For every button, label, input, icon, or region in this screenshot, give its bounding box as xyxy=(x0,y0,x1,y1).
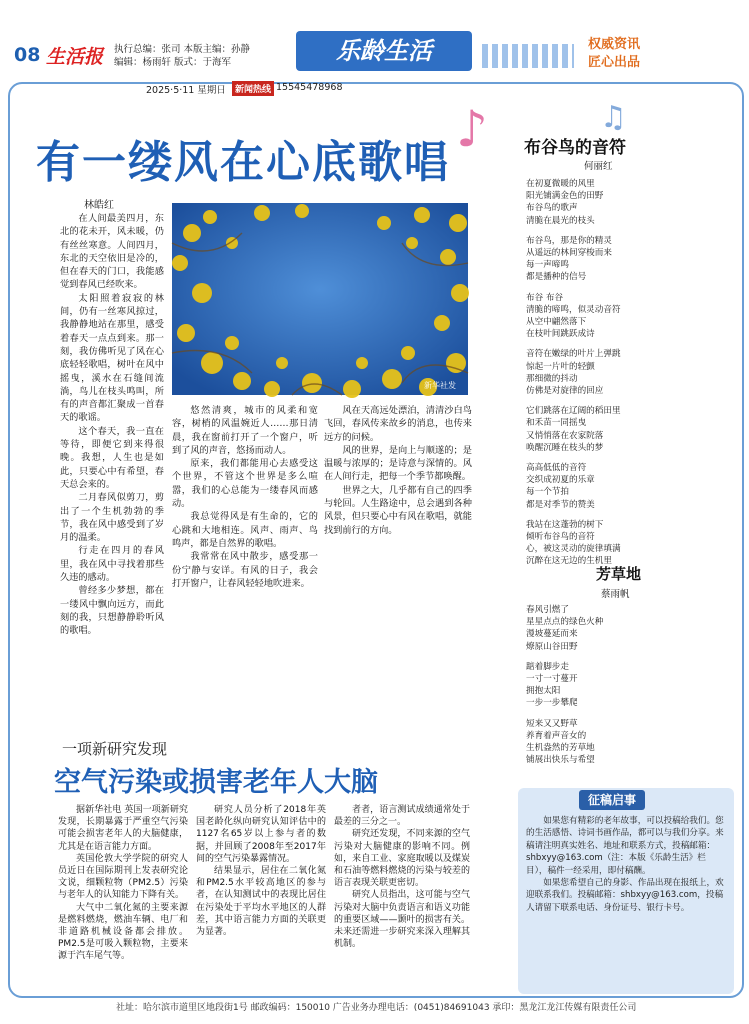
slogan: 权威资讯 匠心出品 xyxy=(588,37,641,70)
news-column-3: 者者，语言测试成绩通常处于最差的三分之一。 研究还发现，不同来源的空气污染对大脑健康的影响不同。例如，来自工业、家庭取暖以及煤炭和石油等燃料燃烧的污染与较差的语言表现关联更密切。 研究人员指出，这可能与空气污染对大脑中负责语言和语义功能的重要区域——颞叶的损害有关。未来还需进一步研究来深入理解其机制。 xyxy=(334,805,470,950)
poem-body: 春风引燃了 星星点点的绿色火种 漫坡蔓延而来 燎原山谷田野 踮着脚步走 一寸一寸蔓开 拥抱太阳 一步一步攀爬 短来又又野草 养育着声音女的 生机盎然的芳草地 铺展出快乐与希望 xyxy=(526,605,604,766)
poem-author: 何丽红 xyxy=(584,161,613,172)
feature-author: 林皓红 xyxy=(84,200,114,211)
page-number: 08 xyxy=(14,44,41,66)
hotline-label: 新闻热线 xyxy=(232,81,274,96)
issue-date: 2025·5·11 星期日 xyxy=(146,85,226,96)
news-subheading: 一项新研究发现 xyxy=(62,740,168,758)
poem-title: 布谷鸟的音符 xyxy=(524,138,626,158)
blossom-sky-image xyxy=(172,203,468,395)
feature-column-1: 在人间最美四月，东北的花未开，风未暖，仍有丝丝寒意。人间四月，东北的天空依旧是冷的，但在春天的门口，我能感觉到春风已经吹来。 太阳照着寂寂的林间，仍有一丝寒风掠过，我静静地站在那里，感受着春天一点点到来。那一刻，我仿佛听见了风在心底轻轻歌唱，树叶在风中摇曳，溪水在石缝间流淌，鸟儿在枝头鸣叫，所有的声音都汇聚成一首春天的歌谣。 这个春天，我一直在等待，即便它到来得很晚。我想，人生也是如此，只要心中有希望，春天总会来的。 二月春风似剪刀，剪出了一个生机勃勃的季节，我在风中感受到了岁月的温柔。 行走在四月的春风里，我在风中寻找着那些久违的感动。 曾经多少梦想，都在一缕风中飘向远方，而此刻的我，只想静静聆听风的歌唱。 xyxy=(60,213,164,637)
footer-info: 社址：哈尔滨市道里区地段街1号 邮政编码：150010 广告业务办理电话：(0451)84691043 承印：黑龙江龙江传媒有限责任公司 xyxy=(116,1003,637,1013)
news-column-1: 据新华社电 英国一项新研究发现，长期暴露于严重空气污染可能会损害老年人的大脑健康，尤其是在语言能力方面。 英国伦敦大学学院的研究人员近日在国际期刊上发表研究论文说，细颗粒物（PM2.5）污染与老年人的认知能力下降有关。 大气中二氧化氮的主要来源是燃料燃烧，燃油车辆、电厂和非道路机械设备都会排放。PM2.5是可吸入颗粒物，主要来源于汽车尾气等。 xyxy=(58,805,188,962)
poem-author: 蔡雨帆 xyxy=(601,589,630,600)
feature-column-2: 悠然清爽，城市的风柔和宽容，树梢的风温婉近人……那日清晨，我在窗前打开了一个窗户，听到了风的声音，悠扬而动人。 原来，我们都能用心去感受这个世界，不管这个世界是多么喧嚣，我们的心总能为一缕春风而感动。 我总觉得风是有生命的，它的心跳和大地相连。风声、雨声、鸟鸣声，都是自然界的歌唱。 我常常在风中散步，感受那一份宁静与安详。有风的日子，我会打开窗户，让春风轻轻地吹进来。 xyxy=(172,405,318,589)
poem-title: 芳草地 xyxy=(596,565,642,583)
feature-column-3: 风在天高远处漂泊，清清沙白鸟飞回，春风传来故乡的消息，也传来远方的问候。 风的世界，是向上与顺遂的；是温暖与浓厚的；是诗意与深情的。风在人间行走，把每一个季节都唤醒。 世界之大，几乎都有自己的四季与轮回。人生路途中，总会遇到各种风景，但只要心中有风在歌唱，就能找到前行的方向。 xyxy=(324,405,472,536)
call-for-submissions-title: 征稿启事 xyxy=(579,790,645,810)
section-title: 乐龄生活 xyxy=(296,31,472,71)
call-for-submissions-text: 如果您有精彩的老年故事，可以投稿给我们。您的生活感悟、诗词书画作品，都可以与我们分享。来稿请注明真实姓名、地址和联系方式，投稿邮箱：shbxyy@163.com（注：本版《乐龄生活》栏目），稿件一经采用，即付稿酬。 如果您希望自己的身影、作品出现在报纸上，欢迎联系我们。投稿邮箱：shbxyy@163.com，投稿人请留下联系电话、身份证号、银行卡号。 xyxy=(526,816,724,913)
poem-body: 在初夏微暖的风里 阳光铺满金色的田野 布谷鸟的歌声 清脆在晨光的枝头 布谷鸟，那是你的精灵 从遥远的林间穿梭而来 每一声啼鸣 都是播种的信号 布谷 布谷 清脆的啼鸣，似灵动音符 从空中翩然落下 在枝叶间跳跃成诗 音符在嫩绿的叶片上弹跳 惊起一片叶的轻颤 那细微的抖动 仿佛是对旋律的回应 它们跳落在辽阔的稻田里 和禾苗一同摇曳 又悄悄落在农家院落 唤醒沉睡在枝头的梦 高高低低的音符 交织成初夏的乐章 每一个节拍 都是对季节的赞美 我站在这蓬勃的树下 倾听布谷鸟的音符 心，被这灵动的旋律填满 沉醉在这无边的生机里 xyxy=(526,179,621,567)
decorative-stripes xyxy=(482,44,574,68)
music-note-icon: ♪ xyxy=(456,100,488,158)
news-column-2: 研究人员分析了2018年英国老龄化纵向研究认知评估中的1127名65岁以上参与者的数据，并回顾了2008年至2017年间的空气污染暴露情况。 结果显示，居住在二氧化氮和PM2.5水平较高地区的参与者，在认知测试中的表现比居住在污染处于平均水平地区的人群差，其中语言能力方面的关联更为显著。 xyxy=(196,805,326,938)
hotline-number: 15545478968 xyxy=(276,82,343,93)
photo-credit: 新华社发 xyxy=(424,381,456,390)
feature-headline: 有一缕风在心底歌唱 xyxy=(36,137,450,188)
music-note-icon: ♫ xyxy=(600,100,627,135)
feature-photo xyxy=(172,203,468,395)
paper-name: 生活报 xyxy=(46,46,104,68)
staff-credits: 执行总编：张司 本版主编：孙静 编辑：杨雨轩 版式：于海军 xyxy=(114,44,251,68)
news-headline: 空气污染或损害老年人大脑 xyxy=(54,767,378,798)
